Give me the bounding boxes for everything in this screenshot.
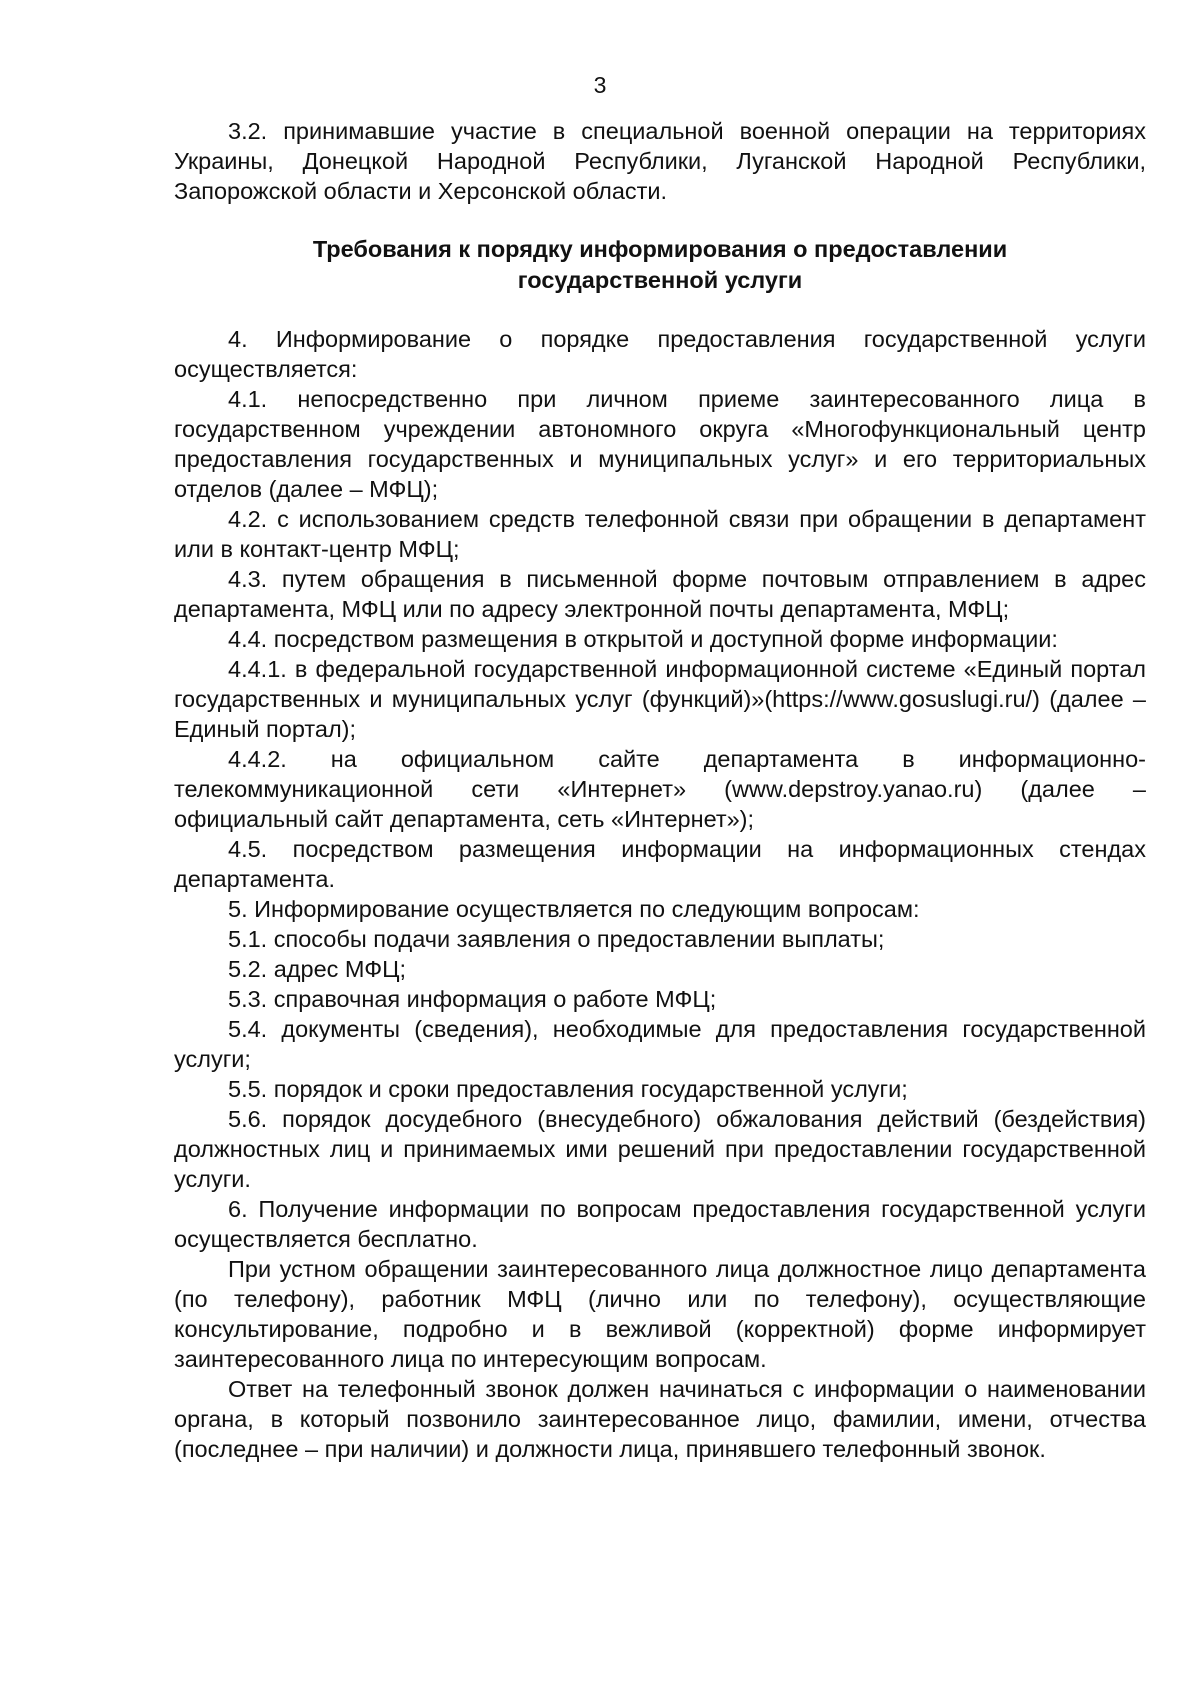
paragraph-4-4: 4.4. посредством размещения в открытой и доступной форме информации: [228, 626, 1058, 652]
paragraph-5-4: 5.4. документы (сведения), необходимые для предоставления государственной услуги; [174, 1016, 1146, 1072]
paragraph-4-4-2: 4.4.2. на официальном сайте департамента в информационно-телекоммуникационной сети «Интернет» (www.depstroy.yanao.ru) (далее – официальный сайт департамента, сеть «Интернет»); [174, 746, 1146, 832]
paragraph-6: 6. Получение информации по вопросам предоставления государственной услуги осуществляется бесплатно. [174, 1196, 1146, 1252]
section-heading-line-2: государственной услуги [517, 267, 803, 293]
paragraph-5-5: 5.5. порядок и сроки предоставления государственной услуги; [228, 1076, 908, 1102]
page-number: 3 [593, 72, 607, 98]
paragraph-5-2: 5.2. адрес МФЦ; [228, 956, 407, 982]
paragraph-5-1: 5.1. способы подачи заявления о предоставлении выплаты; [228, 926, 885, 952]
paragraph-4-3: 4.3. путем обращения в письменной форме почтовым отправлением в адрес департамента, МФЦ или по адресу электронной почты департамента, МФЦ; [174, 566, 1146, 622]
paragraph-5-3: 5.3. справочная информация о работе МФЦ; [228, 986, 717, 1012]
section-heading [174, 234, 1146, 296]
paragraph-phone-answer: Ответ на телефонный звонок должен начинаться с информации о наименовании органа, в который позвонило заинтересованное лицо, фамилии, имени, отчества (последнее – при наличии) и должности лица, принявшего телефонный звонок. [174, 1376, 1146, 1462]
paragraph-5-6: 5.6. порядок досудебного (внесудебного) обжалования действий (бездействия) должностных лиц и принимаемых ими решений при предоставлении государственной услуги. [174, 1106, 1146, 1192]
paragraph-4: 4. Информирование о порядке предоставления государственной услуги осуществляется: [174, 326, 1146, 382]
paragraph-4-5: 4.5. посредством размещения информации на информационных стендах департамента. [174, 836, 1146, 892]
paragraph-oral-inquiry: При устном обращении заинтересованного лица должностное лицо департамента (по телефону), работник МФЦ (лично или по телефону), осуществляющие консультирование, подробно и в вежливой (корректной) форме информирует заинтересованного лица по интересующим вопросам. [174, 1256, 1146, 1372]
document-body [174, 116, 1146, 1464]
section-heading-line-1: Требования к порядку информирования о предоставлении [312, 236, 1008, 262]
paragraph-4-4-1: 4.4.1. в федеральной государственной информационной системе «Единый портал государственных и муниципальных услуг (функций)»(https://www.gosuslugi.ru/) (далее – Единый портал); [174, 656, 1146, 742]
paragraph-3-2: 3.2. принимавшие участие в специальной военной операции на территориях Украины, Донецкой Народной Республики, Луганской Народной Республики, Запорожской области и Херсонской области. [174, 118, 1146, 204]
paragraph-4-1: 4.1. непосредственно при личном приеме заинтересованного лица в государственном учреждении автономного округа «Многофункциональный центр предоставления государственных и муниципальных услуг» и его территориальных отделов (далее – МФЦ); [174, 386, 1146, 502]
paragraph-4-2: 4.2. с использованием средств телефонной связи при обращении в департамент или в контакт-центр МФЦ; [174, 506, 1146, 562]
paragraph-5: 5. Информирование осуществляется по следующим вопросам: [228, 896, 920, 922]
